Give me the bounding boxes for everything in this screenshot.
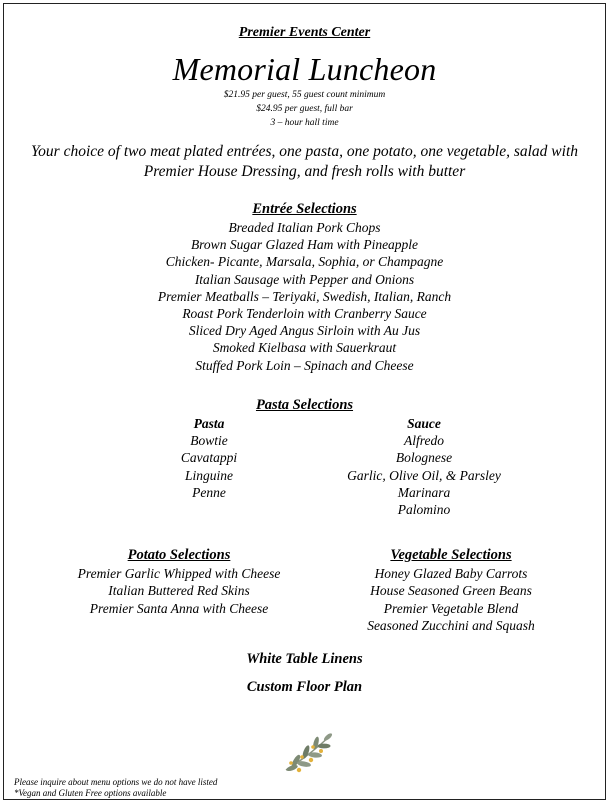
sauce-item: Garlic, Olive Oil, & Parsley [347,467,501,483]
vegetable-item: Premier Vegetable Blend [383,600,519,616]
pasta-heading: Pasta Selections [255,397,354,413]
pasta-item: Linguine [184,467,233,483]
pasta-item: Bowtie [190,433,228,449]
sauce-item: Marinara [397,484,451,500]
potato-heading: Potato Selections [127,547,231,563]
pricing-line: $21.95 per guest, 55 guest count minimum [223,90,386,100]
vegetable-item: Seasoned Zucchini and Squash [367,617,535,633]
sauce-item: Alfredo [404,433,444,449]
pricing-line: 3 – hour hall time [270,118,339,128]
entree-item: Smoked Kielbasa with Sauerkraut [212,340,397,356]
vegetable-item: House Seasoned Green Beans [370,583,532,599]
pricing-line: $24.95 per guest, full bar [256,104,353,114]
vegetable-item: Honey Glazed Baby Carrots [374,566,528,582]
vegetable-heading: Vegetable Selections [390,547,512,563]
entree-item: Roast Pork Tenderloin with Cranberry Sauce [182,306,427,322]
floor-plan-note: Custom Floor Plan [246,679,363,695]
entree-item: Breaded Italian Pork Chops [228,220,381,235]
entree-item: Chicken- Picante, Marsala, Sophia, or Champagne [165,254,444,270]
entree-item: Premier Meatballs – Teriyaki, Swedish, Italian, Ranch [157,288,452,304]
pasta-item: Penne [192,484,226,500]
entree-list [4,219,605,374]
entree-item: Stuffed Pork Loin – Spinach and Cheese [195,357,414,373]
potato-item: Italian Buttered Red Skins [108,583,250,599]
venue-name: Premier Events Center [238,25,371,40]
potato-item: Premier Santa Anna with Cheese [89,600,269,616]
olive-branch-icon [278,728,338,776]
potato-item: Premier Garlic Whipped with Cheese [77,566,281,582]
page-title: Memorial Luncheon [172,51,437,87]
potato-section [44,547,314,617]
entree-item: Brown Sugar Glazed Ham with Pineapple [190,237,419,253]
pasta-item: Cavatappi [180,450,238,466]
pasta-label: Pasta [193,416,225,431]
vegetable-section [316,547,586,634]
sauce-item: Bolognese [395,450,453,466]
menu-page [3,3,606,800]
pasta-list [144,415,274,501]
footer-note: Please inquire about menu options we do not have listed [14,777,218,787]
menu-intro: Your choice of two meat plated entrées, one pasta, one potato, one vegetable, salad with Premier House Dressing, and fresh rolls with butter [30,143,579,180]
entree-heading: Entrée Selections [252,201,357,217]
sauce-item: Palomino [397,502,451,518]
entree-item: Sliced Dry Aged Angus Sirloin with Au Jus [188,323,421,339]
dietary-note: *Vegan and Gluten Free options available [14,788,167,798]
sauce-label: Sauce [407,416,441,431]
sauce-list [319,415,529,518]
linens-note: White Table Linens [246,651,363,667]
entree-item: Italian Sausage with Pepper and Onions [194,271,415,287]
